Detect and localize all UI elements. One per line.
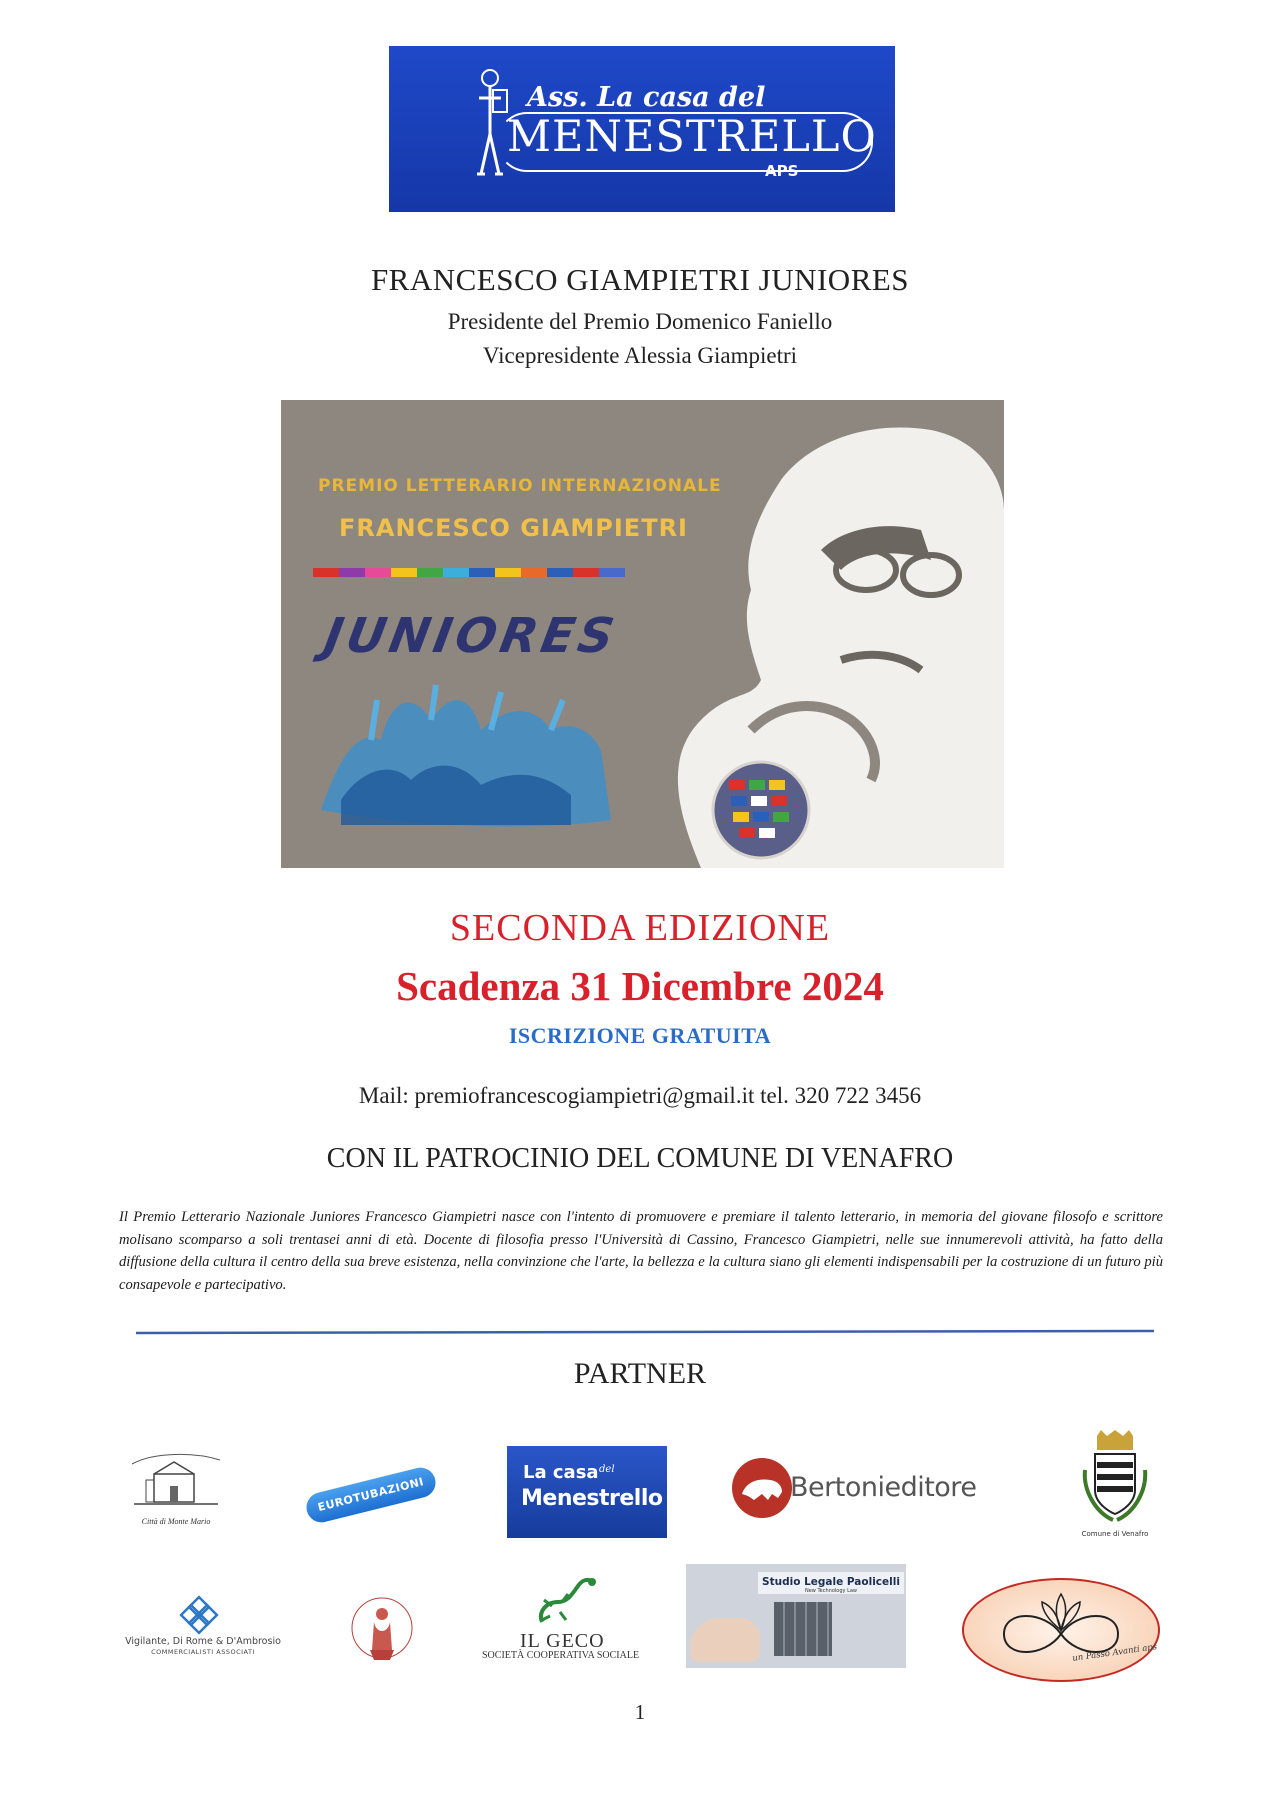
- stripe-segment: [469, 568, 495, 577]
- studio-header: [758, 1572, 904, 1594]
- partner-bertoni-logo: [730, 1456, 977, 1528]
- partner-vigilante-logo: [124, 1596, 282, 1660]
- free-registration: ISCRIZIONE GRATUITA: [508, 1023, 772, 1048]
- vigilante-subtitle: COMMERCIALISTI ASSOCIATI: [151, 1648, 255, 1656]
- section-divider: [136, 1330, 1154, 1334]
- figure-emblem-icon: [348, 1588, 416, 1670]
- description-paragraph: Il Premio Letterario Nazionale Juniores Francesco Giampietri nasce con l'intento di promuovere e premiare il talento letterario, in memoria del giovane filosofo e scrittore molisano scomparso a soli trentasei anni di età. Docente di filosofia presso l'Università di Cassino, Francesco Giampietri, nelle sue innumerevoli attività, ha fatto della diffusione della cultura il centro della sua breve esistenza, nella convinzione che l'arte, la bellezza e la cultura siano gli elementi indispensabili per la costruzione di un futuro più consapevole e partecipativo.: [119, 1209, 1163, 1293]
- partner-passo-avanti-logo: [960, 1576, 1160, 1682]
- studio-tagline: New Technology Law: [804, 1588, 858, 1594]
- bear-icon: [732, 1458, 792, 1518]
- knot-icon: [124, 1596, 282, 1636]
- lotus-infinity-icon: [964, 1580, 1158, 1680]
- stripe-segment: [547, 568, 573, 577]
- poster-line1: PREMIO LETTERARIO INTERNAZIONALE: [318, 476, 722, 496]
- award-poster: [281, 400, 1004, 868]
- passo-name: un Passo Avanti aps: [1071, 1642, 1158, 1664]
- partner-casa-menestrello-logo: [507, 1446, 667, 1538]
- partner-venafro-logo: [1067, 1430, 1163, 1538]
- stripe-segment: [339, 568, 365, 577]
- building-icon: [124, 1444, 228, 1514]
- geco-subtitle: SOCIETÀ COOPERATIVA SOCIALE: [482, 1650, 640, 1661]
- venafro-caption: Comune di Venafro: [1081, 1530, 1149, 1538]
- partner-eurotubazioni-logo: [301, 1460, 441, 1520]
- coat-of-arms-icon: [1067, 1430, 1163, 1526]
- hand-image: [690, 1618, 760, 1662]
- geco-name: IL GECO: [520, 1630, 605, 1652]
- partner-virtute-logo: [348, 1588, 416, 1670]
- studio-name: Studio Legale Paolicelli: [762, 1576, 900, 1588]
- casa-line1: La casa: [523, 1462, 599, 1483]
- bertoni-name: Bertonieditore: [790, 1472, 977, 1503]
- contact-line: Mail: premiofrancescogiampietri@gmail.it tel. 320 722 3456: [358, 1083, 922, 1108]
- president-line: Presidente del Premio Domenico Faniello: [447, 309, 833, 334]
- patronage: CON IL PATROCINIO DEL COMUNE DI VENAFRO: [326, 1143, 954, 1174]
- logo-line2: MENESTRELLO: [507, 112, 877, 162]
- edition-title: SECONDA EDIZIONE: [449, 907, 831, 949]
- premio-caption: Città di Monte Mario: [141, 1517, 211, 1526]
- stripe-segment: [495, 568, 521, 577]
- partner-geco-logo: [482, 1572, 640, 1662]
- stripe-segment: [573, 568, 599, 577]
- stripe-segment: [521, 568, 547, 577]
- stripe-segment: [313, 568, 339, 577]
- page-number: 1: [634, 1700, 646, 1724]
- passo-oval: [962, 1578, 1160, 1682]
- partner-studio-legale-logo: [686, 1564, 906, 1668]
- stripe-segment: [599, 568, 625, 577]
- rainbow-stripe: [313, 568, 625, 577]
- stripe-segment: [443, 568, 469, 577]
- logo-line3: APS: [765, 162, 799, 180]
- stripe-segment: [391, 568, 417, 577]
- eurotubazioni-label: EUROTUBAZIONI: [303, 1464, 438, 1525]
- partner-title: PARTNER: [573, 1357, 707, 1390]
- data-cube-image: [774, 1602, 832, 1656]
- header-logo: [389, 46, 895, 212]
- stripe-segment: [417, 568, 443, 577]
- logo-line1: Ass. La casa del: [527, 82, 766, 113]
- page-title: FRANCESCO GIAMPIETRI JUNIORES: [370, 262, 910, 297]
- poster-line2: FRANCESCO GIAMPIETRI: [339, 514, 688, 542]
- vigilante-name: Vigilante, Di Rome & D'Ambrosio: [125, 1636, 281, 1647]
- poster-line3: JUNIORES: [320, 608, 622, 664]
- casa-line3: Menestrello: [521, 1486, 663, 1511]
- partner-premio-logo: [124, 1444, 228, 1526]
- casa-line2: del: [599, 1464, 615, 1475]
- vicepresident-line: Vicepresidente Alessia Giampietri: [482, 343, 798, 368]
- gecko-icon: [482, 1572, 632, 1632]
- deadline: Scadenza 31 Dicembre 2024: [396, 963, 884, 1009]
- stripe-segment: [365, 568, 391, 577]
